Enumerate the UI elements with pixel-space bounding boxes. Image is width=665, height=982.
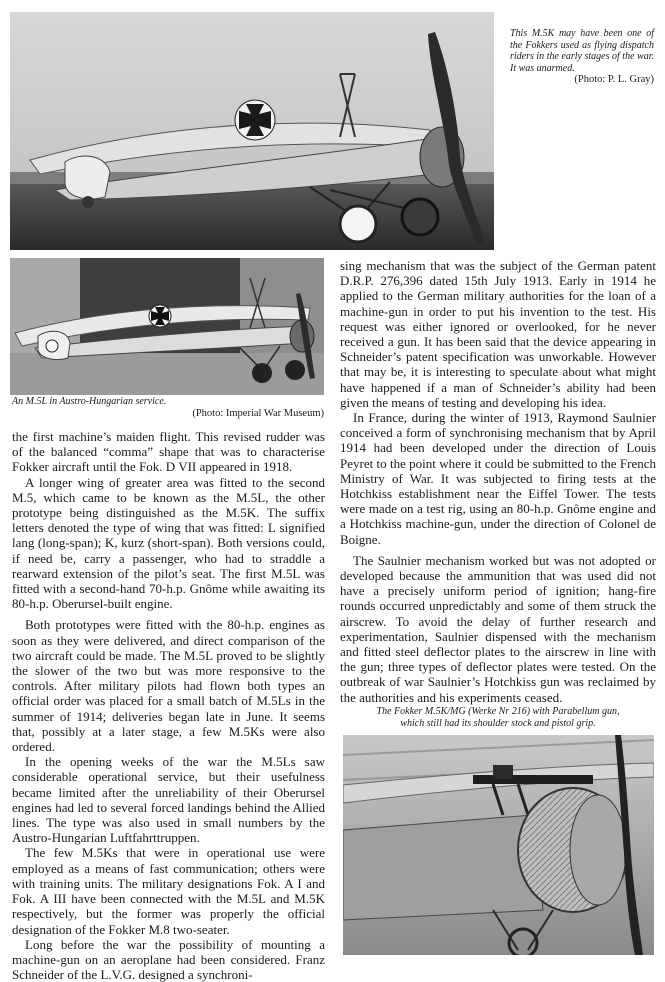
caption-text: An M.5L in Austro-Hungarian service. bbox=[12, 396, 167, 407]
paragraph: The few M.5Ks that were in operational use were employed as a means of fast communication; others were with training units. The military designations Fok. A I and Fok. A III have been connected with the M.5L and M.5K respectively, but the former was properly the official designation of the Fokker M.8 two-seater. bbox=[12, 845, 325, 937]
text-column-left bbox=[12, 429, 325, 982]
caption-photo-2 bbox=[12, 396, 324, 419]
photo-credit: (Photo: Imperial War Museum) bbox=[192, 407, 324, 419]
photo-m5l-austro-hungarian bbox=[10, 258, 324, 395]
caption-photo-3 bbox=[340, 706, 656, 730]
photo-m5k-monoplane bbox=[10, 12, 494, 250]
text-column-right bbox=[340, 258, 656, 705]
paragraph: A longer wing of greater area was fitted to the second M.5, which came to be known as the M.5L, the other prototype being distinguished as the M.5K. The suffix letters denoted the type of wing that was fitted: L signified lang (long-span); K, kurz (short-span). Both versions could, if need be, carry a passenger, who had to straddle a rearward extension of the pilot’s seat. The first M.5L was fitted with a second-hand 70-h.p. Gnôme while awaiting its 80-h.p. Oberursel-built engine. bbox=[12, 474, 325, 612]
photo-m5k-mg-parabellum bbox=[343, 735, 654, 955]
paragraph: In France, during the winter of 1913, Raymond Saulnier conceived a form of synchronising mechanism that by April 1914 had been developed under the direction of Louis Peyret to the point where it could be submitted to the French Ministry of War. It was subjected to firing tests at the Hotchkiss establishment near the Eiffel Tower. The tests were made on a test rig, using an 80-h.p. Gnôme engine and a Hotchkiss machine-gun, under the direction of Colonel de Boigne. bbox=[340, 410, 656, 547]
paragraph: Both prototypes were fitted with the 80-h.p. engines as soon as they were delivered, and direct comparison of the two aircraft could be made. The M.5L proved to be slightly the slower of the two but was more responsive to the controls. After military pilots had flown both types an official order was placed for a small batch of M.5Ls in the summer of 1914; deliveries began late in June. It seems that, possibly at a later stage, a few M.5Ks were also ordered. bbox=[12, 617, 325, 755]
photo-credit: (Photo: P. L. Gray) bbox=[574, 74, 654, 85]
paragraph: the first machine’s maiden flight. This revised rudder was of the balanced “comma” shape that was to characterise Fokker aircraft until the Fok. D VII appeared in 1918. bbox=[12, 429, 325, 475]
paragraph: The Saulnier mechanism worked but was not adopted or developed because the ammunition that was used did not have a precisely uniform period of ignition; hang-fire rounds occurred unpredictably and some of them struck the airscrew. To avoid the delay of further research and experimentation, Saulnier dispensed with the mechanism and fitted steel deflector plates to the airscrew in line with the gun; three types of deflector plates were tested. On the outbreak of war Saulnier’s Hotchkiss gun was reclaimed by the authorities and his experiments ceased. bbox=[340, 552, 656, 705]
caption-text: This M.5K may have been one of the Fokkers used as flying dispatch riders in the early stages of the war. It was unarmed. bbox=[510, 28, 654, 74]
paragraph: Long before the war the possibility of mounting a machine-gun on an aeroplane had been considered. Franz Schneider of the L.V.G. designed a synchroni- bbox=[12, 936, 325, 982]
paragraph: sing mechanism that was the subject of the German patent D.R.P. 276,396 dated 15th July 1913. Early in 1914 he applied to the German military authorities for the loan of a machine-gun in order to put his invention to the test. His request was either ignored or overlooked, for he never received a gun. It has been said that the device appearing in Schneider’s patent specification was unworkable. However that may be, it is interesting to speculate about what might have happened if a man of Schneider’s ability had been given the means of testing and developing his idea. bbox=[340, 258, 656, 410]
paragraph: In the opening weeks of the war the M.5Ls saw considerable operational service, but their usefulness became limited after the unreliability of their Oberursel engines had led to several forced landings behind the Allied lines. The type was also used in small numbers by the Austro-Hungarian Luftfahrttruppen. bbox=[12, 754, 325, 846]
caption-line: which still had its shoulder stock and pistol grip. bbox=[400, 718, 596, 729]
caption-photo-1 bbox=[510, 28, 654, 86]
caption-line: The Fokker M.5K/MG (Werke Nr 216) with Parabellum gun, bbox=[376, 706, 620, 717]
